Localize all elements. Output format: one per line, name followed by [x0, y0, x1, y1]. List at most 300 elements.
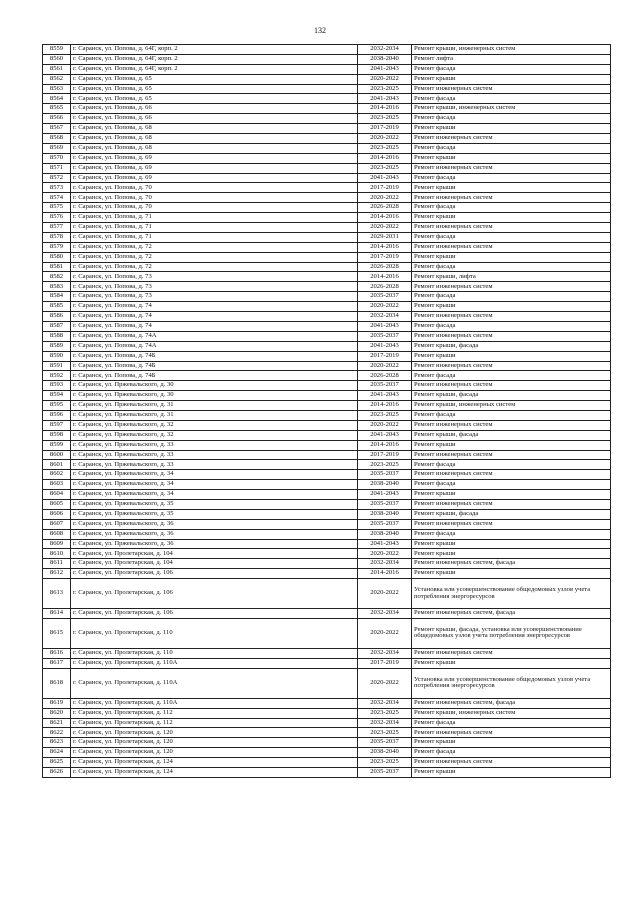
- row-period: 2023-2025: [358, 114, 412, 124]
- row-number: 8569: [43, 143, 71, 153]
- row-work-type: Ремонт инженерных систем: [412, 282, 611, 292]
- table-row: [43, 104, 611, 114]
- row-address: г. Саранск, ул. Попова, д. 71: [71, 232, 358, 242]
- table-row: [43, 480, 611, 490]
- row-period: 2026-2028: [358, 203, 412, 213]
- table-row: [43, 134, 611, 144]
- table-row: [43, 262, 611, 272]
- row-period: 2041-2043: [358, 321, 412, 331]
- row-number: 8618: [43, 668, 71, 698]
- row-period: 2020-2022: [358, 134, 412, 144]
- row-work-type: Ремонт инженерных систем: [412, 648, 611, 658]
- row-period: 2017-2019: [358, 183, 412, 193]
- row-work-type: Ремонт крыши: [412, 440, 611, 450]
- row-number: 8610: [43, 549, 71, 559]
- row-number: 8561: [43, 64, 71, 74]
- table-row: [43, 381, 611, 391]
- table-row: [43, 45, 611, 55]
- row-period: 2023-2025: [358, 143, 412, 153]
- row-work-type: Ремонт крыши, инженерных систем: [412, 45, 611, 55]
- row-period: 2023-2025: [358, 163, 412, 173]
- row-number: 8560: [43, 54, 71, 64]
- row-address: г. Саранск, ул. Пржевальского, д. 34: [71, 470, 358, 480]
- row-work-type: Ремонт крыши: [412, 351, 611, 361]
- row-address: г. Саранск, ул. Попова, д. 72: [71, 252, 358, 262]
- row-number: 8606: [43, 509, 71, 519]
- row-address: г. Саранск, ул. Попова, д. 70: [71, 193, 358, 203]
- row-work-type: Ремонт крыши: [412, 183, 611, 193]
- row-work-type: Ремонт инженерных систем: [412, 420, 611, 430]
- row-number: 8603: [43, 480, 71, 490]
- row-period: 2032-2034: [358, 648, 412, 658]
- row-address: г. Саранск, ул. Пржевальского, д. 32: [71, 420, 358, 430]
- row-work-type: Ремонт фасада: [412, 94, 611, 104]
- row-period: 2035-2037: [358, 738, 412, 748]
- table-row: [43, 708, 611, 718]
- row-work-type: Ремонт инженерных систем: [412, 242, 611, 252]
- row-period: 2017-2019: [358, 351, 412, 361]
- table-row: [43, 153, 611, 163]
- row-period: 2041-2043: [358, 539, 412, 549]
- row-number: 8608: [43, 529, 71, 539]
- table-row: [43, 371, 611, 381]
- table-row: [43, 242, 611, 252]
- row-work-type: Ремонт инженерных систем: [412, 312, 611, 322]
- row-period: 2017-2019: [358, 252, 412, 262]
- row-period: 2032-2034: [358, 45, 412, 55]
- row-number: 8582: [43, 272, 71, 282]
- row-number: 8590: [43, 351, 71, 361]
- row-number: 8607: [43, 519, 71, 529]
- row-number: 8565: [43, 104, 71, 114]
- repair-schedule-table: [42, 44, 611, 778]
- table-row: [43, 470, 611, 480]
- row-work-type: Ремонт крыши, инженерных систем: [412, 104, 611, 114]
- row-number: 8586: [43, 312, 71, 322]
- row-period: 2020-2022: [358, 361, 412, 371]
- row-address: г. Саранск, ул. Попова, д. 73: [71, 282, 358, 292]
- row-number: 8595: [43, 401, 71, 411]
- table-row: [43, 143, 611, 153]
- row-work-type: Установка или усовершенствование общедомовых узлов учета потребления энергоресурсов: [412, 579, 611, 609]
- table-row: [43, 490, 611, 500]
- row-work-type: Ремонт инженерных систем: [412, 758, 611, 768]
- row-address: г. Саранск, ул. Пролетарская, д. 110: [71, 618, 358, 648]
- row-period: 2038-2040: [358, 748, 412, 758]
- row-period: 2038-2040: [358, 480, 412, 490]
- row-address: г. Саранск, ул. Попова, д. 69: [71, 173, 358, 183]
- row-number: 8617: [43, 658, 71, 668]
- row-work-type: Ремонт крыши: [412, 658, 611, 668]
- table-body: [43, 45, 611, 778]
- row-work-type: Ремонт крыши: [412, 738, 611, 748]
- row-number: 8625: [43, 758, 71, 768]
- row-address: г. Саранск, ул. Пржевальского, д. 34: [71, 490, 358, 500]
- row-address: г. Саранск, ул. Попова, д. 72: [71, 262, 358, 272]
- table-row: [43, 84, 611, 94]
- row-number: 8615: [43, 618, 71, 648]
- table-row: [43, 440, 611, 450]
- row-address: г. Саранск, ул. Пржевальского, д. 31: [71, 410, 358, 420]
- row-number: 8567: [43, 124, 71, 134]
- row-period: 2026-2028: [358, 371, 412, 381]
- row-period: 2041-2043: [358, 173, 412, 183]
- row-number: 8609: [43, 539, 71, 549]
- row-work-type: Ремонт инженерных систем: [412, 499, 611, 509]
- row-period: 2023-2025: [358, 728, 412, 738]
- table-row: [43, 74, 611, 84]
- table-row: [43, 450, 611, 460]
- row-work-type: Ремонт инженерных систем: [412, 84, 611, 94]
- row-number: 8601: [43, 460, 71, 470]
- row-number: 8562: [43, 74, 71, 84]
- row-work-type: Ремонт крыши: [412, 153, 611, 163]
- row-address: г. Саранск, ул. Попова, д. 74А: [71, 341, 358, 351]
- row-number: 8576: [43, 213, 71, 223]
- row-work-type: Ремонт фасада: [412, 143, 611, 153]
- table-row: [43, 351, 611, 361]
- table-row: [43, 252, 611, 262]
- row-period: 2014-2016: [358, 569, 412, 579]
- row-period: 2020-2022: [358, 420, 412, 430]
- table-row: [43, 609, 611, 619]
- row-number: 8585: [43, 302, 71, 312]
- row-work-type: Ремонт крыши: [412, 302, 611, 312]
- table-row: [43, 579, 611, 609]
- row-address: г. Саранск, ул. Попова, д. 69: [71, 163, 358, 173]
- table-row: [43, 312, 611, 322]
- row-address: г. Саранск, ул. Пржевальского, д. 33: [71, 450, 358, 460]
- row-address: г. Саранск, ул. Попова, д. 71: [71, 223, 358, 233]
- row-period: 2035-2037: [358, 381, 412, 391]
- table-row: [43, 738, 611, 748]
- table-row: [43, 499, 611, 509]
- row-address: г. Саранск, ул. Попова, д. 65: [71, 94, 358, 104]
- row-work-type: Ремонт крыши, лифта: [412, 272, 611, 282]
- row-period: 2017-2019: [358, 658, 412, 668]
- table-row: [43, 173, 611, 183]
- row-period: 2023-2025: [358, 460, 412, 470]
- row-number: 8575: [43, 203, 71, 213]
- row-work-type: Ремонт крыши, фасада: [412, 509, 611, 519]
- row-work-type: Ремонт фасада: [412, 718, 611, 728]
- row-work-type: Ремонт фасада: [412, 292, 611, 302]
- row-address: г. Саранск, ул. Попова, д. 73: [71, 272, 358, 282]
- row-address: г. Саранск, ул. Пролетарская, д. 110: [71, 648, 358, 658]
- row-number: 8602: [43, 470, 71, 480]
- row-address: г. Саранск, ул. Пролетарская, д. 106: [71, 609, 358, 619]
- row-address: г. Саранск, ул. Попова, д. 66: [71, 104, 358, 114]
- table-row: [43, 430, 611, 440]
- table-row: [43, 618, 611, 648]
- row-period: 2029-2031: [358, 232, 412, 242]
- row-period: 2035-2037: [358, 331, 412, 341]
- row-address: г. Саранск, ул. Попова, д. 74Б: [71, 371, 358, 381]
- row-work-type: Ремонт инженерных систем: [412, 331, 611, 341]
- row-number: 8600: [43, 450, 71, 460]
- row-number: 8572: [43, 173, 71, 183]
- row-period: 2014-2016: [358, 104, 412, 114]
- row-number: 8574: [43, 193, 71, 203]
- row-number: 8571: [43, 163, 71, 173]
- row-address: г. Саранск, ул. Пролетарская, д. 112: [71, 718, 358, 728]
- row-work-type: Ремонт крыши: [412, 124, 611, 134]
- row-address: г. Саранск, ул. Пржевальского, д. 30: [71, 391, 358, 401]
- row-number: 8568: [43, 134, 71, 144]
- row-period: 2023-2025: [358, 758, 412, 768]
- row-address: г. Саранск, ул. Попова, д. 71: [71, 213, 358, 223]
- row-address: г. Саранск, ул. Пролетарская, д. 120: [71, 748, 358, 758]
- row-number: 8598: [43, 430, 71, 440]
- row-period: 2014-2016: [358, 401, 412, 411]
- row-number: 8616: [43, 648, 71, 658]
- row-address: г. Саранск, ул. Попова, д. 65: [71, 74, 358, 84]
- row-work-type: Ремонт инженерных систем: [412, 728, 611, 738]
- row-period: 2026-2028: [358, 262, 412, 272]
- row-address: г. Саранск, ул. Попова, д. 70: [71, 183, 358, 193]
- table-row: [43, 223, 611, 233]
- row-period: 2041-2043: [358, 490, 412, 500]
- row-number: 8626: [43, 768, 71, 778]
- row-number: 8620: [43, 708, 71, 718]
- row-address: г. Саранск, ул. Попова, д. 69: [71, 153, 358, 163]
- row-period: 2038-2040: [358, 509, 412, 519]
- row-address: г. Саранск, ул. Пролетарская, д. 110А: [71, 668, 358, 698]
- row-work-type: Ремонт крыши: [412, 569, 611, 579]
- row-address: г. Саранск, ул. Попова, д. 72: [71, 242, 358, 252]
- row-number: 8573: [43, 183, 71, 193]
- row-period: 2041-2043: [358, 430, 412, 440]
- row-work-type: Ремонт инженерных систем: [412, 381, 611, 391]
- row-work-type: Ремонт инженерных систем: [412, 223, 611, 233]
- table-row: [43, 569, 611, 579]
- row-address: г. Саранск, ул. Попова, д. 74: [71, 321, 358, 331]
- row-work-type: Ремонт крыши, инженерных систем: [412, 401, 611, 411]
- row-address: г. Саранск, ул. Попова, д. 64Г, корп. 2: [71, 45, 358, 55]
- row-address: г. Саранск, ул. Пролетарская, д. 110А: [71, 698, 358, 708]
- row-work-type: Установка или усовершенствование общедомовых узлов учета потребления энергоресурсов: [412, 668, 611, 698]
- row-work-type: Ремонт фасада: [412, 64, 611, 74]
- row-number: 8591: [43, 361, 71, 371]
- row-address: г. Саранск, ул. Попова, д. 73: [71, 292, 358, 302]
- row-number: 8623: [43, 738, 71, 748]
- table-row: [43, 529, 611, 539]
- row-address: г. Саранск, ул. Пролетарская, д. 124: [71, 758, 358, 768]
- row-number: 8588: [43, 331, 71, 341]
- table-row: [43, 539, 611, 549]
- table-row: [43, 668, 611, 698]
- row-address: г. Саранск, ул. Попова, д. 64Г, корп. 2: [71, 54, 358, 64]
- table-row: [43, 758, 611, 768]
- page-number: 132: [314, 26, 326, 35]
- table-row: [43, 648, 611, 658]
- row-address: г. Саранск, ул. Попова, д. 66: [71, 114, 358, 124]
- row-work-type: Ремонт фасада: [412, 410, 611, 420]
- row-number: 8611: [43, 559, 71, 569]
- row-work-type: Ремонт фасада: [412, 748, 611, 758]
- table-row: [43, 114, 611, 124]
- table-row: [43, 341, 611, 351]
- row-address: г. Саранск, ул. Попова, д. 64Г, корп. 2: [71, 64, 358, 74]
- row-address: г. Саранск, ул. Пржевальского, д. 35: [71, 499, 358, 509]
- row-period: 2035-2037: [358, 470, 412, 480]
- table-row: [43, 718, 611, 728]
- row-address: г. Саранск, ул. Попова, д. 70: [71, 203, 358, 213]
- row-number: 8579: [43, 242, 71, 252]
- table-row: [43, 410, 611, 420]
- row-work-type: Ремонт инженерных систем: [412, 519, 611, 529]
- table-row: [43, 519, 611, 529]
- row-period: 2032-2034: [358, 609, 412, 619]
- table-row: [43, 460, 611, 470]
- table-row: [43, 302, 611, 312]
- row-number: 8592: [43, 371, 71, 381]
- row-number: 8584: [43, 292, 71, 302]
- row-address: г. Саранск, ул. Пржевальского, д. 31: [71, 401, 358, 411]
- row-period: 2026-2028: [358, 282, 412, 292]
- row-number: 8564: [43, 94, 71, 104]
- table-row: [43, 361, 611, 371]
- table-row: [43, 232, 611, 242]
- row-address: г. Саранск, ул. Пржевальского, д. 33: [71, 440, 358, 450]
- row-address: г. Саранск, ул. Пржевальского, д. 36: [71, 519, 358, 529]
- row-address: г. Саранск, ул. Пролетарская, д. 104: [71, 559, 358, 569]
- row-address: г. Саранск, ул. Пржевальского, д. 36: [71, 529, 358, 539]
- row-work-type: Ремонт крыши: [412, 549, 611, 559]
- row-address: г. Саранск, ул. Попова, д. 74: [71, 302, 358, 312]
- row-period: 2041-2043: [358, 64, 412, 74]
- row-work-type: Ремонт крыши: [412, 768, 611, 778]
- row-work-type: Ремонт крыши, фасада, установка или усовершенствование общедомовых узлов учета потребления энергоресурсов: [412, 618, 611, 648]
- row-period: 2041-2043: [358, 341, 412, 351]
- row-address: г. Саранск, ул. Пролетарская, д. 120: [71, 738, 358, 748]
- row-number: 8597: [43, 420, 71, 430]
- row-period: 2041-2043: [358, 391, 412, 401]
- row-address: г. Саранск, ул. Пролетарская, д. 104: [71, 549, 358, 559]
- table-row: [43, 321, 611, 331]
- row-period: 2038-2040: [358, 54, 412, 64]
- row-address: г. Саранск, ул. Попова, д. 68: [71, 134, 358, 144]
- row-period: 2032-2034: [358, 718, 412, 728]
- row-work-type: Ремонт крыши, инженерных систем: [412, 708, 611, 718]
- row-work-type: Ремонт крыши, фасада: [412, 430, 611, 440]
- row-number: 8621: [43, 718, 71, 728]
- table-row: [43, 658, 611, 668]
- row-period: 2020-2022: [358, 302, 412, 312]
- table-row: [43, 163, 611, 173]
- row-period: 2014-2016: [358, 153, 412, 163]
- row-period: 2020-2022: [358, 223, 412, 233]
- table-row: [43, 213, 611, 223]
- row-number: 8583: [43, 282, 71, 292]
- row-period: 2032-2034: [358, 312, 412, 322]
- row-number: 8599: [43, 440, 71, 450]
- row-period: 2014-2016: [358, 213, 412, 223]
- row-number: 8559: [43, 45, 71, 55]
- table-row: [43, 768, 611, 778]
- row-number: 8613: [43, 579, 71, 609]
- row-work-type: Ремонт фасада: [412, 203, 611, 213]
- row-period: 2041-2043: [358, 94, 412, 104]
- row-number: 8563: [43, 84, 71, 94]
- row-work-type: Ремонт крыши, фасада: [412, 341, 611, 351]
- row-work-type: Ремонт инженерных систем: [412, 163, 611, 173]
- row-period: 2023-2025: [358, 708, 412, 718]
- row-number: 8596: [43, 410, 71, 420]
- row-address: г. Саранск, ул. Пржевальского, д. 32: [71, 430, 358, 440]
- row-work-type: Ремонт инженерных систем: [412, 450, 611, 460]
- row-period: 2032-2034: [358, 698, 412, 708]
- table-row: [43, 94, 611, 104]
- row-work-type: Ремонт крыши: [412, 252, 611, 262]
- row-number: 8566: [43, 114, 71, 124]
- table-row: [43, 292, 611, 302]
- row-address: г. Саранск, ул. Попова, д. 65: [71, 84, 358, 94]
- row-period: 2032-2034: [358, 559, 412, 569]
- row-work-type: Ремонт инженерных систем: [412, 361, 611, 371]
- row-number: 8612: [43, 569, 71, 579]
- row-number: 8578: [43, 232, 71, 242]
- row-period: 2014-2016: [358, 272, 412, 282]
- table-row: [43, 509, 611, 519]
- table-row: [43, 331, 611, 341]
- row-number: 8594: [43, 391, 71, 401]
- row-number: 8619: [43, 698, 71, 708]
- table-row: [43, 193, 611, 203]
- row-period: 2038-2040: [358, 529, 412, 539]
- row-work-type: Ремонт фасада: [412, 114, 611, 124]
- row-address: г. Саранск, ул. Пролетарская, д. 124: [71, 768, 358, 778]
- row-work-type: Ремонт фасада: [412, 460, 611, 470]
- row-number: 8580: [43, 252, 71, 262]
- row-number: 8593: [43, 381, 71, 391]
- table-row: [43, 728, 611, 738]
- row-number: 8614: [43, 609, 71, 619]
- row-number: 8624: [43, 748, 71, 758]
- table-row: [43, 124, 611, 134]
- row-number: 8577: [43, 223, 71, 233]
- row-work-type: Ремонт фасада: [412, 371, 611, 381]
- row-address: г. Саранск, ул. Пржевальского, д. 34: [71, 480, 358, 490]
- row-address: г. Саранск, ул. Попова, д. 74А: [71, 331, 358, 341]
- table-row: [43, 549, 611, 559]
- row-period: 2020-2022: [358, 193, 412, 203]
- row-period: 2017-2019: [358, 124, 412, 134]
- row-address: г. Саранск, ул. Попова, д. 68: [71, 143, 358, 153]
- row-work-type: Ремонт фасада: [412, 480, 611, 490]
- table-row: [43, 64, 611, 74]
- row-number: 8570: [43, 153, 71, 163]
- row-address: г. Саранск, ул. Пролетарская, д. 112: [71, 708, 358, 718]
- row-work-type: Ремонт фасада: [412, 321, 611, 331]
- row-number: 8589: [43, 341, 71, 351]
- row-address: г. Саранск, ул. Попова, д. 68: [71, 124, 358, 134]
- row-period: 2014-2016: [358, 242, 412, 252]
- table-row: [43, 698, 611, 708]
- row-address: г. Саранск, ул. Попова, д. 74: [71, 312, 358, 322]
- table-row: [43, 203, 611, 213]
- row-period: 2020-2022: [358, 668, 412, 698]
- row-work-type: Ремонт фасада: [412, 232, 611, 242]
- table-row: [43, 183, 611, 193]
- row-period: 2014-2016: [358, 440, 412, 450]
- row-number: 8605: [43, 499, 71, 509]
- row-address: г. Саранск, ул. Пржевальского, д. 35: [71, 509, 358, 519]
- row-number: 8622: [43, 728, 71, 738]
- row-address: г. Саранск, ул. Пролетарская, д. 120: [71, 728, 358, 738]
- table-row: [43, 420, 611, 430]
- row-work-type: Ремонт крыши: [412, 213, 611, 223]
